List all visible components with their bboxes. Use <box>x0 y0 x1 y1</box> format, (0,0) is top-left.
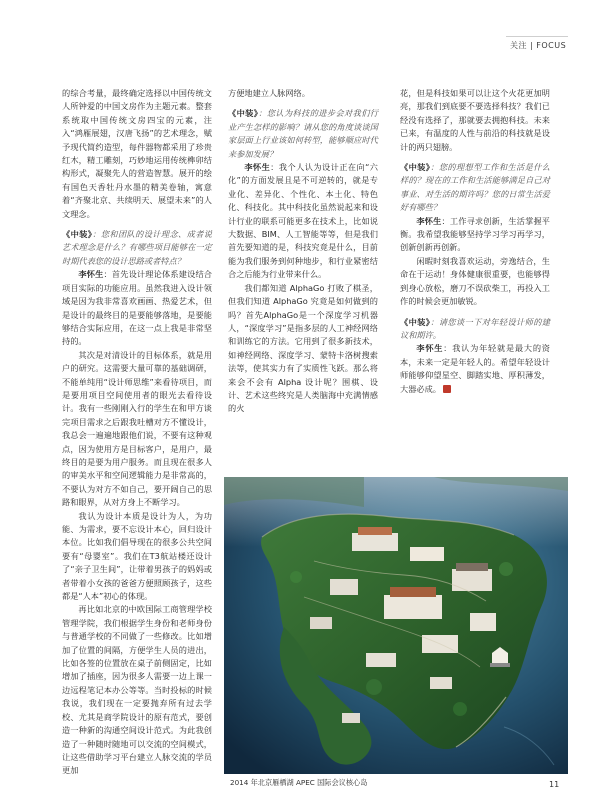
answer-text: ：我个人认为设计正在向“六化”的方面发展且是不可逆转的，就是专业化、差异化、个性化、本土化、特色化、科技化。其中科技化虽然说起来和设计行业的联系可能更多在技术上，比如说大数据、BIM、人工智能等等，但是我们首先要知道的是，科技究竟是什么，目前能为我们服务到何种地步，和行业紧密结合之后能为行业带来什么。 <box>228 162 378 280</box>
magazine-tag: 《中装》 <box>400 162 431 173</box>
paragraph: 再比如北京的中欧国际工商管理学校管理学院，我们根据学生身份和老师身份与普通学校的不同做了一些修改。比如增加了位置的间隔，方便学生人员的进出，比如各签的位置放在桌子前侧固定，比如增加了插座，因为很多人需要一边上课一边远程笔记本办公等等。当时投标的时候我说，我们现在一定要抛弃所有过去学校、尤其是商学院设计的原有范式，要创造一种新的沟通空间设计范式。为此我创造了一种随时随地可以交流的空间模式，让这些借助学习平台建立人脉交流的学员更加 <box>62 604 212 776</box>
question-text: ：您的理想型工作和生活是什么样的？现在的工作和生活能够满足自己对事业、对生活的期许吗？您的日常生活爱好有哪些？ <box>400 162 550 213</box>
answer-text: ：我认为年轻就是最大的资本，未来一定是年轻人的。希望年轻设计师能够仰望星空、脚踏实地、厚积薄发，大器必成。 <box>400 343 550 394</box>
magazine-tag: 《中装》 <box>400 316 431 327</box>
question-text: ：您和团队的设计理念、成者说艺术理念是什么？有哪些项目能够在一定时期代表您的设计思路或者特点？ <box>62 229 212 266</box>
paragraph: 我认为设计本质是设计为人，为功能、为需求，要不忘设计本心，回归设计本位。比如我们倡导现在的很多公共空间要有“母婴室”。我们在T3航站楼还设计了“亲子卫生间”，让带着男孩子的妈妈或者带着小女孩的爸爸方便照顾孩子，这些都是“人本”初心的体现。 <box>62 510 212 602</box>
magazine-tag: 《中装》 <box>62 229 93 240</box>
interview-answer <box>228 161 378 282</box>
interview-question <box>400 316 550 343</box>
paragraph: 我们都知道 AlphaGo 打败了棋圣，但我们知道 AlphaGo 究竟是如何做到的吗？首先AlphaGo是一个深度学习机器人，“深度学习”是指多层的人工神经网络和训练它的方法。它用到了很多新技术，如神经网络、深度学习、蒙特卡洛树搜索法等，使其实力有了实质性飞跃。那么将来会不会有 Alpha 设计呢？围棋、设计、艺术这些终究是人类脑海中充满情感的火 <box>228 282 378 414</box>
question-text: ：请您谈一下对年轻设计师的建议和期许。 <box>400 316 550 340</box>
interview-answer <box>400 342 550 396</box>
section-header: 关注 | FOCUS <box>510 41 567 50</box>
text-column-1 <box>62 87 212 789</box>
magazine-tag: 《中装》 <box>228 108 259 119</box>
speaker-name: 李怀生 <box>244 162 271 173</box>
answer-text: ：工作寻求创新，生活掌握平衡。我希望我能够坚持学习学习再学习，创新创新再创新。 <box>400 215 550 253</box>
interview-question <box>62 228 212 268</box>
speaker-name: 李怀生 <box>416 215 442 226</box>
speaker-name: 李怀生 <box>78 269 104 280</box>
interview-question <box>228 107 378 161</box>
question-text: ：您认为科技的进步会对我们行业产生怎样的影响？请从您的角度谈谈国家层面上行业该如何转型，能够顺应时代来参加发展？ <box>228 108 378 159</box>
interview-answer <box>400 215 550 255</box>
paragraph: 的综合考量，最终确定选择以中国传统文人所钟爱的中国文房作为主题元素。整套系统取中国传统文房四宝的元素，注入“鸿雁展翅，汉唐飞扬”的艺术理念，赋予现代简约造型，每件器物都采用了珍贵红木，精工雕刻，巧妙地运用传统榫卯结构形式，凝聚先人的营造智慧。展开的绘有国色天香牡丹水墨的精美卷轴，寓意着“齐聚北京、共续明天、展望未来”的人文理念。 <box>62 88 212 219</box>
text-column-2 <box>228 87 378 467</box>
paragraph: 方便地建立人脉网络。 <box>228 88 310 98</box>
interview-answer <box>62 268 212 348</box>
paragraph: 其次是对清设计的目标体系，就是用户的研究。这需要大量可靠的基础调研，不能单纯用“设计师思维”来看待项目，而是要用项目空间使用者的眼光去看待设计。我有一些刚刚入行的学生在和甲方谈完项目需求之后跟我吐槽对方不懂设计，我总会一遍遍地跟他们说，不要有这种观点，因为使用方是目标客户，是用户，最终目的是要为用户服务。而且现在很多人的审美水平和空间逻辑能力是非常高的，不要认为对方不如自己，要开阔自己的思路和眼界，从对方身上不断学习。 <box>62 349 212 508</box>
interview-question <box>400 161 550 215</box>
island-aerial-photo <box>224 477 568 774</box>
photo-caption: 2014 年北京雁栖湖 APEC 国际会议核心岛 <box>230 778 368 787</box>
page-number: 11 <box>549 780 560 789</box>
article-end-icon <box>443 385 451 393</box>
paragraph: 花，但是科技如果可以让这个火花更加明亮，那我们到底要不要选择科技？我们已经没有选择了，那就要去拥抱科技。未来已来，有温度的人性与前沿的科技就是设计的两只翅膀。 <box>400 88 550 152</box>
speaker-name: 李怀生 <box>416 343 444 354</box>
answer-text: ：首先设计理论体系建设结合项目实际的功能应用。虽然我进入设计领域是因为我非常喜欢画画、热爱艺术，但是设计的最终目的是要能够落地，是要能够结合实际应用，在这一点上我是非常坚持的。 <box>62 269 212 347</box>
text-column-3 <box>400 87 550 467</box>
header-rule <box>506 36 568 37</box>
paragraph: 闲暇时刻我喜欢运动，旁逸结合，生命在于运动！身体健康很重要，也能够得到身心放松，磨刀不误砍柴工，再投入工作的时候会更加敏锐。 <box>400 255 550 307</box>
